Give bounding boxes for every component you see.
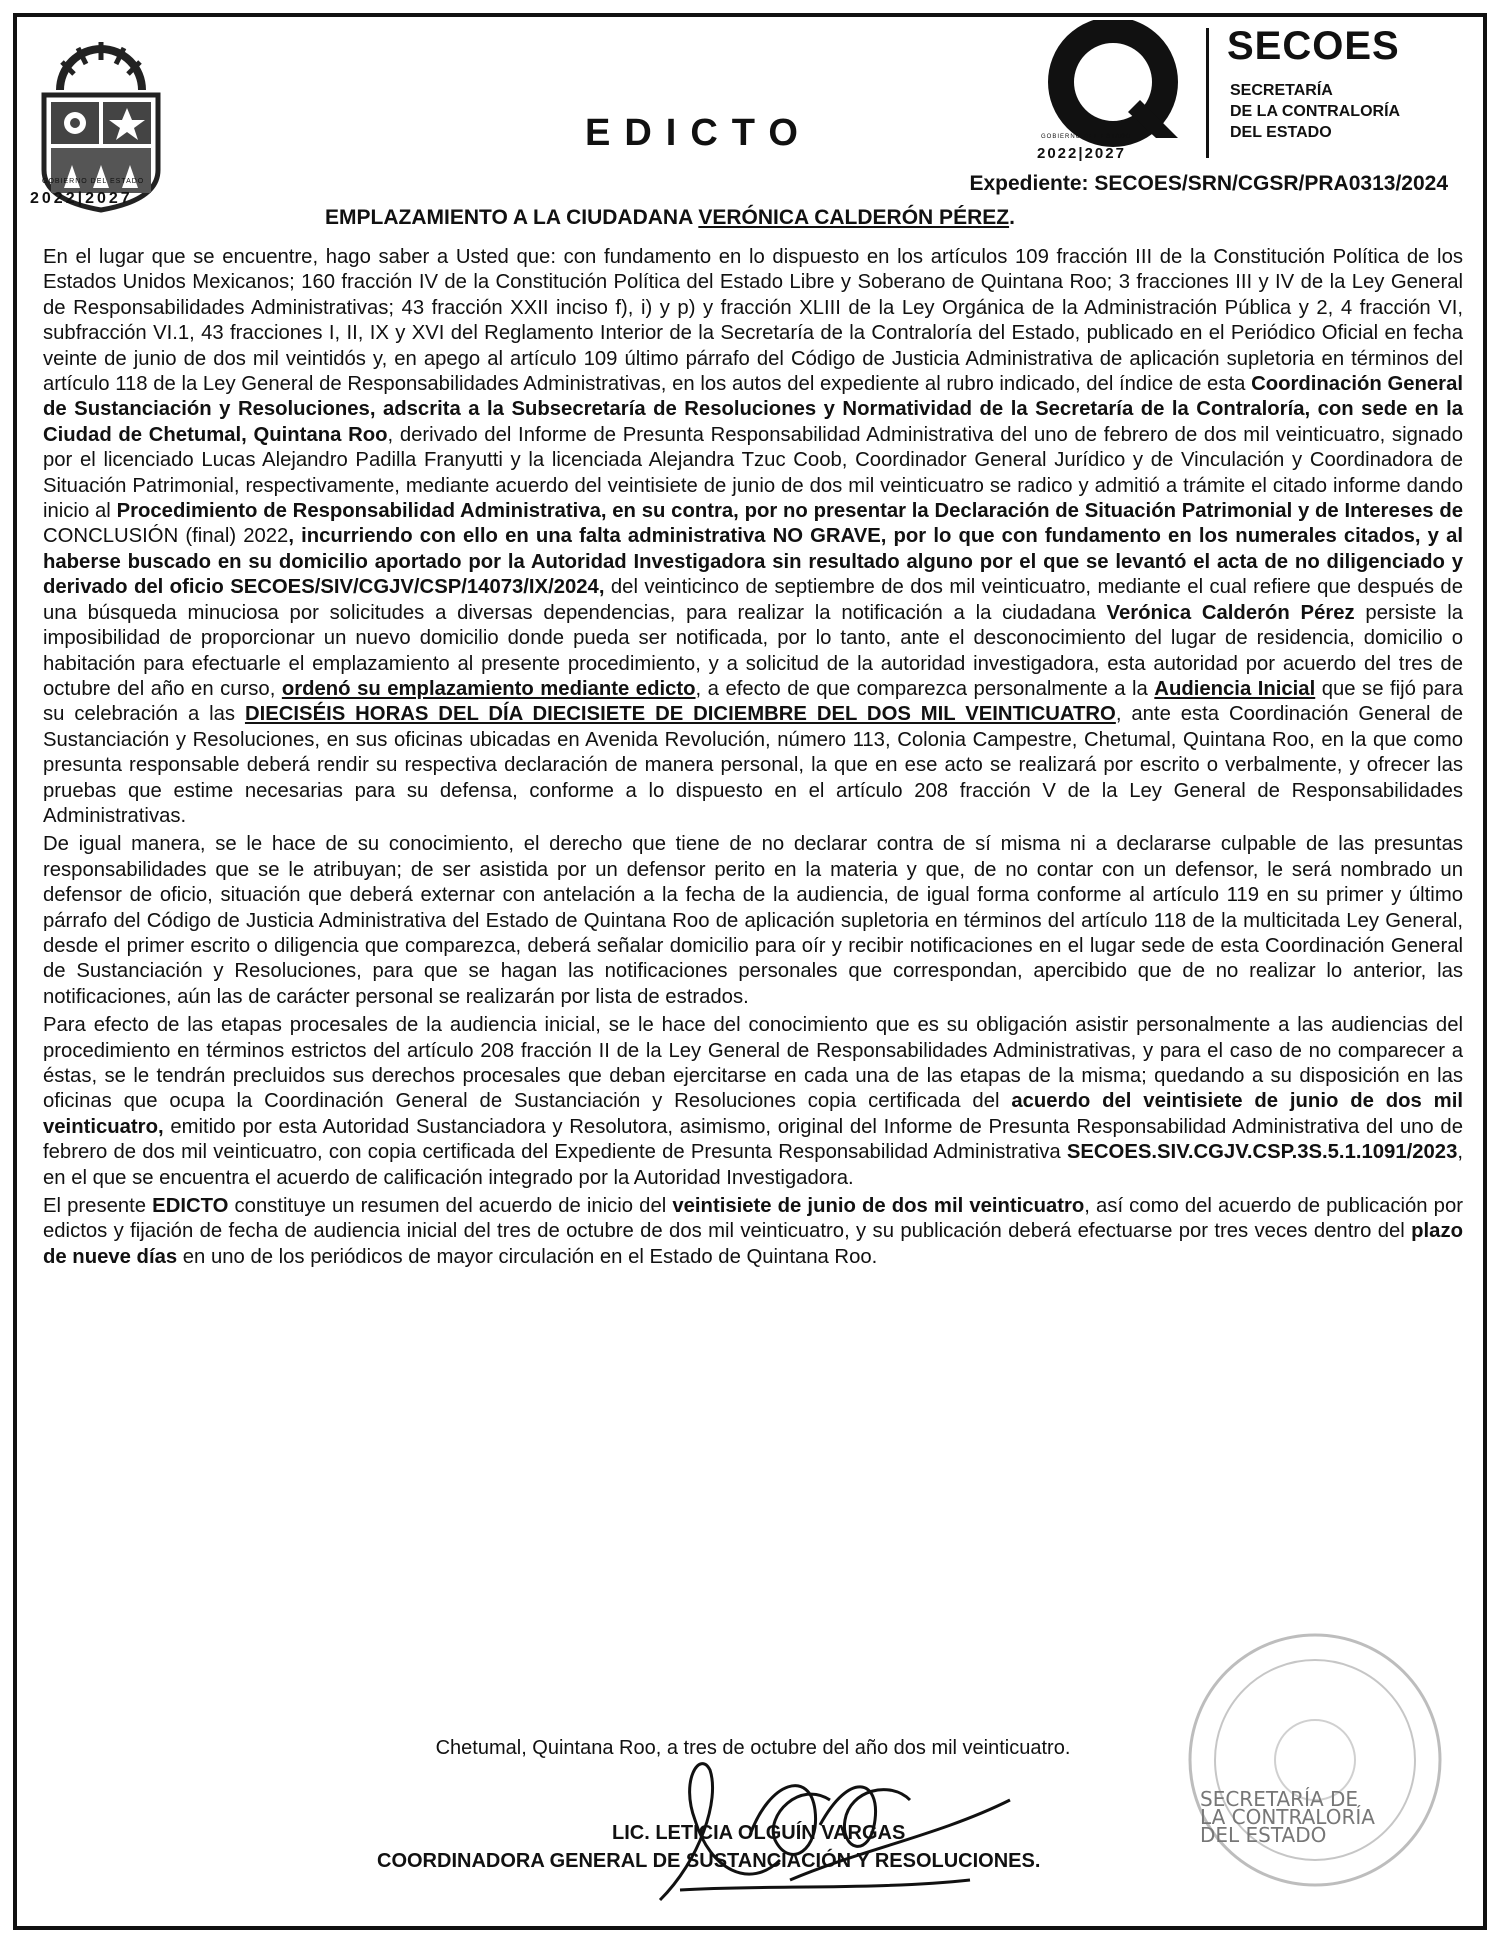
q-government-logo-icon: [1028, 20, 1198, 165]
seal-line-2: LA CONTRALORÍA: [1200, 1805, 1375, 1829]
paragraph-1: [43, 245, 1463, 829]
p4-text: constituye un resumen del acuerdo de inicio del: [228, 1195, 673, 1218]
p4-bold-date: veintisiete de junio de dos mil veinticuatro: [672, 1195, 1085, 1218]
expediente-number: Expediente: SECOES/SRN/CGSR/PRA0313/2024: [969, 172, 1448, 195]
secoes-line-1: SECRETARÍA: [1230, 82, 1333, 99]
p3-text: , en el que se encuentra el acuerdo de calificación integrado por la Autoridad Investigadora.: [43, 1141, 1463, 1189]
paragraph-4: [43, 1194, 1463, 1270]
seal-line-1: SECRETARÍA DE: [1200, 1787, 1359, 1811]
p1-bold-citizen-name: Verónica Calderón Pérez: [1106, 601, 1355, 624]
p4-bold-edicto: EDICTO: [152, 1195, 229, 1218]
secoes-line-3: DEL ESTADO: [1230, 124, 1332, 141]
emplazamiento-label: EMPLAZAMIENTO A LA CIUDADANA: [325, 206, 693, 229]
p3-bold-file-number: SECOES.SIV.CGJV.CSP.3S.5.1.1091/2023: [1066, 1141, 1458, 1164]
p1-conclusion: CONCLUSIÓN (final) 2022: [43, 525, 289, 548]
p1-text: del veinticinco de septiembre de dos mil veinticuatro, mediante el cual refiere que después de una búsqueda minuciosa por solicitudes a diversas dependencias, para realizar la notificación a la ciudadana: [43, 576, 1463, 624]
p4-text: , así como del acuerdo de publicación por edictos y fijación de fecha de audiencia inicial del tres de octubre de dos mil veinticuatro, y su publicación deberá efectuarse por tres veces dentro del: [43, 1195, 1463, 1243]
p1-text: , derivado del Informe de Presunta Responsabilidad Administrativa del uno de febrero de dos mil veinticuatro, signado por el licenciado Lucas Alejandro Padilla Franyutti y la licenciada Alejandra Tzuc Coob, Coordinador General Jurídico y de Vinculación y Coordinadora de Situación Patrimonial, respectivamente, mediante acuerdo del veintisiete de junio de dos mil veinticuatro se radico y admitió a trámite el citado informe dando inicio al: [43, 423, 1463, 523]
p1-bold-no-grave: , incurriendo con ello en una falta administrativa NO GRAVE, por lo que con fundamento en los numerales citados, y al haberse buscado en su domicilio aportado por la Autoridad Investigadora sin resultado alguno por el que se levantó el acta de no diligenciado y derivado del oficio SECOES/SIV/CGJV/CSP/14073/IX/2024,: [43, 525, 1464, 599]
p1-bold-coordination: Coordinación General de Sustanciación y Resoluciones, adscrita a la Subsecretaría de Resoluciones y Normatividad de la Secretaría de la Contraloría, con sede en la Ciudad de Chetumal, Quintana Roo: [43, 373, 1463, 446]
logo-divider: [1206, 28, 1209, 158]
edict-body: [43, 245, 1463, 1273]
signer-title: COORDINADORA GENERAL DE SUSTANCIACIÓN Y RESOLUCIONES.: [377, 1850, 1041, 1872]
p3-text: Para efecto de las etapas procesales de la audiencia inicial, se le hace del conocimiento que es su obligación asistir personalmente a las audiencias del procedimiento en términos estrictos del artículo 208 fracción II de la Ley General de Responsabilidades Administrativas, y para el caso de no comparecer a éstas, se le tendrán precluidos sus derechos procesales que deban ejercitarse en cada una de las etapas de la misma; quedando a su disposición en las oficinas que ocupa la Coordinación General de Sustanciación y Resoluciones copia certificada del: [43, 1014, 1463, 1113]
signer-name: LIC. LETICIA OLGUÍN VARGAS: [612, 1822, 906, 1844]
seal-line-3: DEL ESTADO: [1200, 1823, 1327, 1847]
secoes-line-2: DE LA CONTRALORÍA: [1230, 103, 1401, 120]
citizen-name: VERÓNICA CALDERÓN PÉREZ: [698, 206, 1010, 229]
p1-bold-audiencia: Audiencia Inicial: [1154, 677, 1316, 700]
p1-text: persiste la imposibilidad de proporcionar un nuevo domicilio donde pueda ser notificada, por lo tanto, ante el desconocimiento del lugar de residencia, domicilio o habitación para efectuarle el emplazamiento al presente procedimiento, y a solicitud de la autoridad investigadora, esta autoridad por acuerdo del tres de octubre del año en curso,: [43, 601, 1463, 700]
q-logo-years: 2022|2027: [1037, 145, 1126, 162]
p1-bold-ordered: ordenó su emplazamiento mediante edicto: [281, 677, 696, 700]
p1-text: , ante esta Coordinación General de Sustanciación y Resoluciones, en sus oficinas ubicadas en Avenida Revolución, número 113, Colonia Campestre, Chetumal, Quintana Roo, en la que como presunta responsable deberá rendir su respectiva declaración de manera personal, la que en ese acto se realizará por escrito o verbalmente, y ofrecer las pruebas que estime necesarias para su defensa, conforme a lo dispuesto en el artículo 208 fracción V de la Ley General de Responsabilidades Administrativas.: [43, 703, 1464, 827]
p3-bold-agreement: acuerdo del veintisiete de junio de dos mil veinticuatro,: [43, 1090, 1463, 1138]
p1-text: , a efecto de que comparezca personalmente a la: [695, 677, 1155, 700]
paragraph-3: [43, 1013, 1463, 1191]
p3-text: emitido por esta Autoridad Sustanciadora y Resolutora, asimismo, original del Informe de Presunta Responsabilidad Administrativa del uno de febrero de dos mil veinticuatro, con copia certificada del Expediente de Presunta Responsabilidad Administrativa: [43, 1115, 1463, 1164]
state-logo-caption: GOBIERNO DEL ESTADO: [42, 178, 145, 185]
closing-place-date: Chetumal, Quintana Roo, a tres de octubre del año dos mil veinticuatro.: [435, 1737, 1071, 1759]
paragraph-2: De igual manera, se le hace de su conocimiento, el derecho que tiene de no declarar contra de sí misma ni a declararse culpable de las presuntas responsabilidades que se le atribuyan; de ser asistida por un defensor perito en la materia y que, de no contar con un defensor, le será nombrado un defensor de oficio, situación que deberá externar con antelación a la fecha de la audiencia, de igual forma conforme al artículo 119 en su primer y último párrafo del Código de Justicia Administrativa del Estado de Quintana Roo de aplicación supletoria en términos del artículo 118 de la multicitada Ley General, desde el primer escrito o diligencia que comparezca, deberá señalar domicilio para oír y recibir notificaciones en el lugar sede de esta Coordinación General de Sustanciación y Resoluciones, para que se hagan las notificaciones personales que correspondan, apercibido que de no realizar lo anterior, las notificaciones, aún las de carácter personal se realizarán por lista de estrados.: [43, 833, 1463, 1008]
p1-text: En el lugar que se encuentre, hago saber a Usted que: con fundamento en lo dispuesto en los artículos 109 fracción III de la Constitución Política de los Estados Unidos Mexicanos; 160 fracción IV de la Constitución Política del Estado Libre y Soberano de Quintana Roo; 3 fracciones III y IV de la Ley General de Responsabilidades Administrativas; 43 fracción XXII inciso f), i) y p) y fracción XLIII de la Ley Orgánica de la Administración Pública y 2, 4 fracción VI, subfracción VI.1, 43 fracciones I, II, IX y XVI del Reglamento Interior de la Secretaría de la Contraloría del Estado, publicado en el Periódico Oficial en fecha veinte de junio de dos mil veintidós y, en apego al artículo 109 último párrafo del Código de Justicia Administrativa de aplicación supletoria en términos del artículo 118 de la Ley General de Responsabilidades Administrativas, en los autos del expediente al rubro indicado, del índice de esta: [43, 246, 1463, 396]
q-logo-caption: GOBIERNO DEL ESTADO: [1041, 134, 1132, 140]
document-title: EDICTO: [585, 112, 812, 154]
seal-text: [1200, 1787, 1375, 1847]
state-logo-years: 2022|2027: [30, 190, 133, 207]
p1-bold-procedure: Procedimiento de Responsabilidad Administrativa, en su contra, por no presentar la Declaración de Situación Patrimonial y de Intereses de: [116, 500, 1464, 523]
p4-text: El presente: [43, 1195, 153, 1218]
emplazamiento-heading: [325, 206, 1015, 230]
p1-bold-hearing-date: DIECISÉIS HORAS DEL DÍA DIECISIETE DE DICIEMBRE DEL DOS MIL VEINTICUATRO: [244, 703, 1116, 726]
p4-bold-term: plazo de nueve días: [43, 1220, 1463, 1268]
p1-text: que se fijó para su celebración a las: [43, 677, 1463, 726]
secoes-subtitle: [1230, 80, 1400, 143]
p4-text: en uno de los periódicos de mayor circulación en el Estado de Quintana Roo.: [177, 1245, 878, 1268]
emplazamiento-period: .: [1009, 206, 1015, 229]
official-seal-icon: [1165, 1610, 1465, 1910]
secoes-name: SECOES: [1227, 24, 1400, 68]
